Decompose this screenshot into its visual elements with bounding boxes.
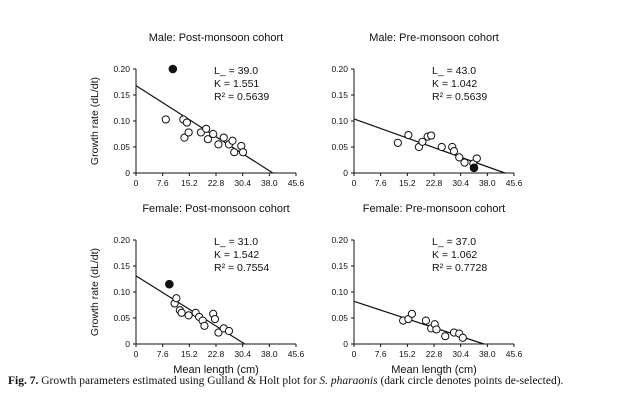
deselected-point (470, 164, 478, 172)
data-point (185, 312, 192, 319)
chart-panel-4 (331, 203, 522, 376)
x-tick-label: 15.2 (399, 178, 416, 188)
data-point (450, 148, 457, 155)
x-tick-label: 7.6 (156, 349, 169, 359)
y-tick-label: 0.20 (331, 235, 348, 245)
parameter-annotation: K = 1.542 (214, 249, 260, 261)
regression-line (354, 119, 505, 173)
y-tick-label: 0.15 (331, 261, 348, 271)
y-tick-label: 0.05 (113, 313, 130, 323)
x-tick-label: 38.0 (479, 178, 496, 188)
data-point (173, 295, 180, 302)
data-point (211, 315, 218, 322)
data-point (229, 137, 236, 144)
x-tick-label: 0 (133, 178, 139, 188)
parameter-annotation: L_ = 39.0 (214, 65, 259, 77)
data-point (178, 309, 185, 316)
x-tick-label: 22.8 (207, 178, 225, 188)
data-point (210, 130, 217, 137)
x-tick-label: 30.4 (452, 178, 469, 188)
x-tick-label: 45.6 (287, 178, 305, 188)
data-point (428, 132, 435, 139)
data-point (183, 119, 190, 126)
x-tick-label: 0 (351, 349, 357, 359)
x-axis-label: Mean length (cm) (173, 364, 259, 376)
caption-text-after: (dark circle denotes points de-selected). (377, 375, 564, 387)
caption-species: S. pharaonis (319, 375, 378, 387)
data-point (433, 326, 440, 333)
data-point (473, 155, 480, 162)
data-point (231, 149, 238, 156)
parameter-annotation: R² = 0.7728 (432, 262, 488, 274)
y-tick-label: 0.05 (331, 313, 348, 323)
chart-title: Female: Post-monsoon cohort (142, 203, 290, 215)
parameter-annotation: L_ = 31.0 (214, 236, 259, 248)
x-tick-label: 38.0 (261, 178, 278, 188)
x-tick-label: 45.6 (505, 178, 523, 188)
y-tick-label: 0.15 (331, 90, 348, 100)
chart-panel-1 (89, 32, 305, 188)
parameter-annotation: R² = 0.5639 (432, 91, 488, 103)
data-point (405, 131, 412, 138)
deselected-point (169, 65, 177, 73)
caption-label: Fig. 7. (8, 375, 39, 387)
y-tick-label: 0.20 (331, 64, 348, 74)
x-tick-label: 15.2 (181, 178, 198, 188)
data-point (438, 143, 445, 150)
data-point (201, 322, 208, 329)
x-tick-label: 22.8 (425, 178, 443, 188)
y-axis-label: Growth rate (dL/dt) (89, 76, 101, 166)
data-point (220, 134, 227, 141)
x-tick-label: 30.4 (234, 178, 251, 188)
x-tick-label: 45.6 (505, 349, 523, 359)
data-point (239, 149, 246, 156)
data-point (422, 317, 429, 324)
data-point (225, 327, 232, 334)
x-tick-label: 15.2 (399, 349, 416, 359)
y-tick-label: 0.15 (113, 261, 130, 271)
data-point (408, 310, 415, 317)
x-tick-label: 30.4 (234, 349, 251, 359)
parameter-annotation: L_ = 43.0 (432, 65, 477, 77)
parameter-annotation: R² = 0.7554 (214, 262, 270, 274)
x-tick-label: 38.0 (479, 349, 496, 359)
chart-title: Male: Post-monsoon cohort (148, 32, 284, 44)
data-point (459, 334, 466, 341)
x-tick-label: 0 (351, 178, 357, 188)
y-tick-label: 0.05 (113, 142, 130, 152)
data-point (442, 333, 449, 340)
data-point (203, 125, 210, 132)
y-tick-label: 0.20 (113, 64, 130, 74)
y-tick-label: 0 (343, 339, 348, 349)
parameter-annotation: K = 1.042 (432, 78, 478, 90)
y-tick-label: 0.15 (113, 90, 130, 100)
data-point (185, 129, 192, 136)
x-tick-label: 45.6 (287, 349, 305, 359)
x-tick-label: 7.6 (374, 178, 387, 188)
data-point (215, 141, 222, 148)
parameter-annotation: K = 1.551 (214, 78, 260, 90)
parameter-annotation: L_ = 37.0 (432, 236, 477, 248)
chart-panel-2 (331, 32, 522, 188)
x-tick-label: 0 (133, 349, 139, 359)
y-tick-label: 0 (343, 168, 348, 178)
y-axis-label: Growth rate (dL/dt) (89, 247, 101, 337)
x-tick-label: 22.8 (425, 349, 443, 359)
y-tick-label: 0 (125, 168, 130, 178)
figure-caption (8, 375, 628, 387)
parameter-annotation: K = 1.062 (432, 249, 478, 261)
caption-text-before: Growth parameters estimated using Gulland & Holt plot for (38, 375, 320, 387)
x-tick-label: 7.6 (374, 349, 387, 359)
chart-title: Male: Pre-monsoon cohort (369, 32, 499, 44)
x-tick-label: 22.8 (207, 349, 225, 359)
y-tick-label: 0.10 (113, 287, 130, 297)
chart-title: Female: Pre-monsoon cohort (362, 203, 506, 215)
y-tick-label: 0.10 (331, 116, 348, 126)
y-tick-label: 0 (125, 339, 130, 349)
chart-panel-3 (89, 203, 305, 376)
y-tick-label: 0.05 (331, 142, 348, 152)
data-point (162, 116, 169, 123)
data-point (461, 159, 468, 166)
y-tick-label: 0.10 (331, 287, 348, 297)
y-tick-label: 0.20 (113, 235, 130, 245)
deselected-point (166, 280, 174, 288)
x-tick-label: 38.0 (261, 349, 278, 359)
x-tick-label: 7.6 (156, 178, 169, 188)
y-tick-label: 0.10 (113, 116, 130, 126)
parameter-annotation: R² = 0.5639 (214, 91, 270, 103)
x-tick-label: 30.4 (452, 349, 469, 359)
x-tick-label: 15.2 (181, 349, 198, 359)
data-point (394, 139, 401, 146)
x-axis-label: Mean length (cm) (391, 364, 477, 376)
